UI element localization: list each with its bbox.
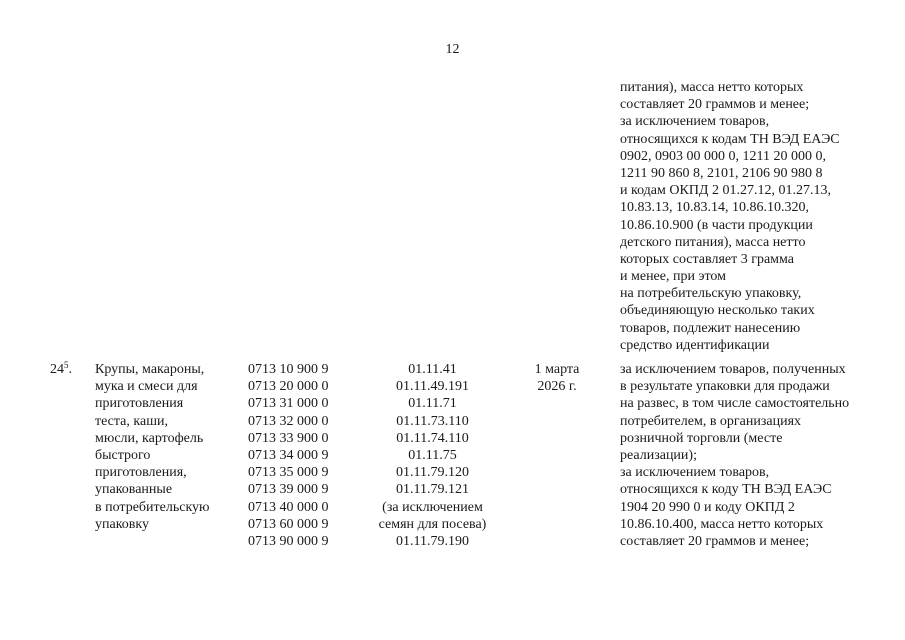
okpd-code: 01.11.41 xyxy=(408,362,457,377)
effective-date xyxy=(517,361,597,395)
product-name-line: мюсли, картофель xyxy=(95,430,204,446)
okpd-code: 01.11.79.120 xyxy=(396,465,469,481)
okpd-exception-note: (за исключением xyxy=(382,499,483,515)
note-line: питания), масса нетто которых xyxy=(620,80,804,95)
tnved-code: 0713 40 000 0 xyxy=(248,499,329,515)
note-line: 10.86.10.400, масса нетто которых xyxy=(620,516,824,532)
row-number-superscript: 5 xyxy=(64,360,69,370)
effective-date-line: 2026 г. xyxy=(537,379,577,395)
row-number-suffix: . xyxy=(68,362,72,377)
product-name-line: приготовления xyxy=(95,396,184,412)
note-line: 1904 20 990 0 и коду ОКПД 2 xyxy=(620,499,795,515)
note-line: товаров, подлежит нанесению xyxy=(620,320,801,336)
note-line: реализации); xyxy=(620,447,697,463)
okpd-exception-note: семян для посева) xyxy=(378,516,487,532)
tnved-code: 0713 35 000 9 xyxy=(248,465,329,481)
product-name-line: в потребительскую xyxy=(95,499,210,515)
note-line: на развес, в том числе самостоятельно xyxy=(620,396,850,412)
tnved-code: 0713 60 000 9 xyxy=(248,516,329,532)
note-line: на потребительскую упаковку, xyxy=(620,286,802,302)
product-name-line: Крупы, макароны, xyxy=(95,362,205,377)
okpd-code: 01.11.74.110 xyxy=(396,430,469,446)
note-line: за исключением товаров, xyxy=(620,114,770,130)
tnved-codes xyxy=(248,361,329,550)
product-name-line: теста, каши, xyxy=(95,413,168,429)
note-line: и менее, при этом xyxy=(620,269,727,285)
product-name xyxy=(95,361,210,533)
okpd-code: 01.11.79.190 xyxy=(396,533,469,549)
tnved-code: 0713 34 000 9 xyxy=(248,447,329,463)
note-line: в результате упаковки для продажи xyxy=(620,379,830,395)
note-line: объединяющую несколько таких xyxy=(620,303,815,319)
tnved-code: 0713 10 900 9 xyxy=(248,362,329,377)
note-line: 10.83.13, 10.83.14, 10.86.10.320, xyxy=(620,200,809,216)
product-name-line: упакованные xyxy=(95,482,173,498)
note-line: и кодам ОКПД 2 01.27.12, 01.27.13, xyxy=(620,183,831,199)
note-line: составляет 20 граммов и менее; xyxy=(620,97,810,113)
row-number-value: 24 xyxy=(50,362,64,377)
tnved-code: 0713 20 000 0 xyxy=(248,379,329,395)
tnved-code: 0713 32 000 0 xyxy=(248,413,329,429)
row-number xyxy=(50,361,72,379)
okpd-code: 01.11.75 xyxy=(408,447,457,463)
okpd-code: 01.11.49.191 xyxy=(396,379,469,395)
tnved-code: 0713 31 000 0 xyxy=(248,396,329,412)
tnved-code: 0713 90 000 9 xyxy=(248,533,329,549)
okpd-codes xyxy=(355,361,510,550)
okpd-code: 01.11.79.121 xyxy=(396,482,469,498)
note-line: составляет 20 граммов и менее; xyxy=(620,533,810,549)
note-line: средство идентификации xyxy=(620,337,770,353)
note-line: за исключением товаров, полученных xyxy=(620,362,846,377)
tnved-code: 0713 33 900 0 xyxy=(248,430,329,446)
continuation-notes xyxy=(620,79,840,354)
product-name-line: упаковку xyxy=(95,516,150,532)
note-line: детского питания), масса нетто xyxy=(620,234,806,250)
product-name-line: мука и смеси для xyxy=(95,379,198,395)
note-line: которых составляет 3 грамма xyxy=(620,251,795,267)
note-line: 10.86.10.900 (в части продукции xyxy=(620,217,813,233)
row-notes xyxy=(620,361,849,550)
note-line: розничной торговли (месте xyxy=(620,430,783,446)
okpd-code: 01.11.71 xyxy=(408,396,457,412)
tnved-code: 0713 39 000 9 xyxy=(248,482,329,498)
page-number: 12 xyxy=(445,42,460,57)
okpd-code: 01.11.73.110 xyxy=(396,413,469,429)
note-line: за исключением товаров, xyxy=(620,465,770,481)
note-line: относящихся к коду ТН ВЭД ЕАЭС xyxy=(620,482,832,498)
product-name-line: приготовления, xyxy=(95,465,187,481)
note-line: потребителем, в организациях xyxy=(620,413,802,429)
note-line: 0902, 0903 00 000 0, 1211 20 000 0, xyxy=(620,148,826,164)
note-line: относящихся к кодам ТН ВЭД ЕАЭС xyxy=(620,131,840,147)
product-name-line: быстрого xyxy=(95,447,151,463)
note-line: 1211 90 860 8, 2101, 2106 90 980 8 xyxy=(620,165,823,181)
effective-date-line: 1 марта xyxy=(534,362,580,377)
